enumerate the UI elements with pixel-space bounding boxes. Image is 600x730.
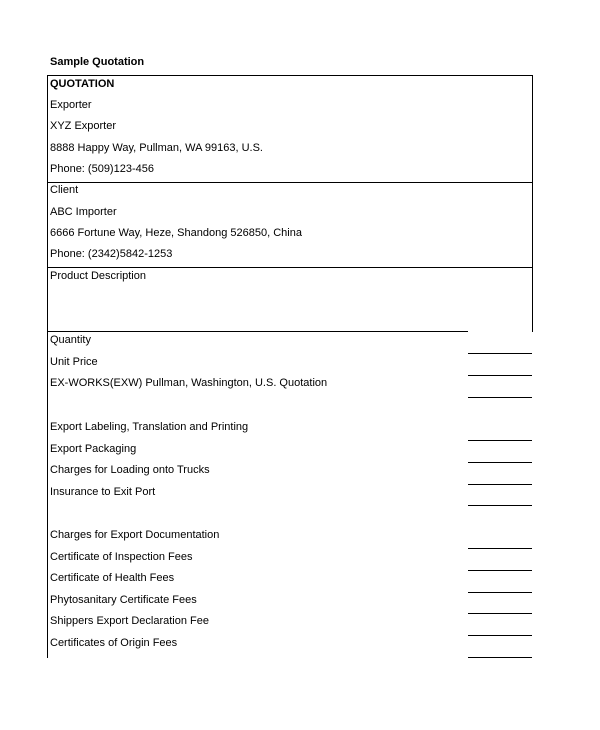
frame-top-border — [47, 75, 533, 76]
document-title: Sample Quotation — [50, 56, 145, 68]
section-divider-product — [47, 267, 533, 268]
loading-charges-label: Charges for Loading onto Trucks — [50, 464, 210, 476]
value-blank-line — [468, 505, 532, 506]
product-description-label: Product Description — [50, 270, 146, 282]
frame-left-border — [47, 75, 48, 658]
value-blank-line — [468, 375, 532, 376]
unit-price-label: Unit Price — [50, 356, 98, 368]
quotation-heading: QUOTATION — [50, 78, 115, 90]
export-labeling-label: Export Labeling, Translation and Printing — [50, 421, 249, 433]
export-documentation-label: Charges for Export Documentation — [50, 529, 220, 541]
value-blank-line — [468, 484, 532, 485]
insurance-label: Insurance to Exit Port — [50, 486, 156, 498]
product-description-bottom — [47, 331, 468, 332]
quantity-label: Quantity — [50, 334, 91, 346]
phytosanitary-fees-label: Phytosanitary Certificate Fees — [50, 594, 197, 606]
client-label: Client — [50, 184, 79, 196]
value-blank-line — [468, 353, 532, 354]
client-name: ABC Importer — [50, 206, 117, 218]
health-fees-label: Certificate of Health Fees — [50, 572, 175, 584]
inspection-fees-label: Certificate of Inspection Fees — [50, 551, 193, 563]
exporter-label: Exporter — [50, 99, 92, 111]
value-blank-line — [468, 397, 532, 398]
value-blank-line — [468, 440, 532, 441]
export-packaging-label: Export Packaging — [50, 443, 137, 455]
shippers-declaration-fee-label: Shippers Export Declaration Fee — [50, 615, 209, 627]
origin-fees-label: Certificates of Origin Fees — [50, 637, 178, 649]
value-blank-line — [468, 570, 532, 571]
frame-right-border — [532, 75, 533, 332]
exporter-name: XYZ Exporter — [50, 120, 117, 132]
value-blank-line — [468, 462, 532, 463]
exporter-phone: Phone: (509)123-456 — [50, 163, 154, 175]
value-blank-line — [468, 592, 532, 593]
client-phone: Phone: (2342)5842-1253 — [50, 248, 173, 260]
value-blank-line — [468, 635, 532, 636]
client-address: 6666 Fortune Way, Heze, Shandong 526850, China — [50, 227, 302, 239]
exporter-address: 8888 Happy Way, Pullman, WA 99163, U.S. — [50, 142, 263, 154]
section-divider-client — [47, 182, 533, 183]
exw-quotation-label: EX-WORKS(EXW) Pullman, Washington, U.S. Quotation — [50, 377, 328, 389]
value-blank-line — [468, 548, 532, 549]
value-blank-line — [468, 613, 532, 614]
value-blank-line — [468, 657, 532, 658]
